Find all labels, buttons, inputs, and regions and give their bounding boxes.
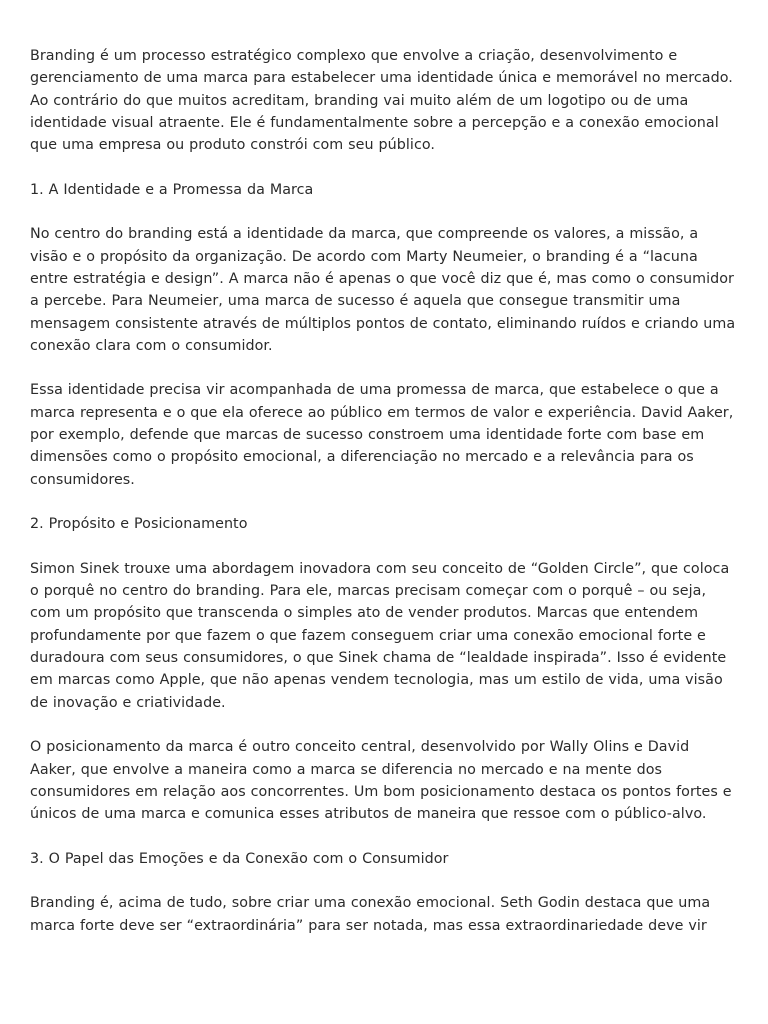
emotional-connection-paragraph: Branding é, acima de tudo, sobre criar uma conexão emocional. Seth Godin destaca que uma marca forte deve ser “extraordinária” para ser notada, mas essa extraordinariedade deve vir [30, 895, 711, 934]
section-heading-emotions: 3. O Papel das Emoções e da Conexão com o Consumidor [30, 850, 449, 867]
golden-circle-paragraph: Simon Sinek trouxe uma abordagem inovadora com seu conceito de “Golden Circle”, que coloca o porquê no centro do branding. Para ele, marcas precisam começar com o porquê – ou seja, com um propósito que transcenda o simples ato de vender produtos. Marcas que entendem profundamente por que fazem o que fazem conseguem criar uma conexão emocional forte e duradoura com seus consumidores, o que Sinek chama de “lealdade inspirada”. Isso é evidente em marcas como Apple, que não apenas vendem tecnologia, mas um estilo de vida, uma visão de inovação e criatividade. [30, 560, 730, 711]
section-heading-purpose: 2. Propósito e Posicionamento [30, 516, 248, 533]
positioning-paragraph: O posicionamento da marca é outro conceito central, desenvolvido por Wally Olins e David Aaker, que envolve a maneira como a marca se diferencia no mercado e na mente dos consumidores em relação aos concorrentes. Um bom posicionamento destaca os pontos fortes e únicos de uma marca e comunica esses atributos de maneira que ressoe com o público-alvo. [30, 739, 732, 823]
brand-promise-paragraph: Essa identidade precisa vir acompanhada de uma promessa de marca, que estabelece o que a marca representa e o que ela oferece ao público em termos de valor e experiência. David Aaker, por exemplo, defende que marcas de sucesso constroem uma identidade forte com base em dimensões como o propósito emocional, a diferenciação no mercado e a relevância para os consumidores. [30, 382, 734, 488]
identity-paragraph: No centro do branding está a identidade da marca, que compreende os valores, a missão, a visão e o propósito da organização. De acordo com Marty Neumeier, o branding é a “lacuna entre estratégia e design”. A marca não é apenas o que você diz que é, mas como o consumidor a percebe. Para Neumeier, uma marca de sucesso é aquela que consegue transmitir uma mensagem consistente através de múltiplos pontos de contato, eliminando ruídos e criando uma conexão clara com o consumidor. [30, 226, 736, 354]
intro-paragraph: Branding é um processo estratégico complexo que envolve a criação, desenvolvimento e gerenciamento de uma marca para estabelecer uma identidade única e memorável no mercado. Ao contrário do que muitos acreditam, branding vai muito além de um logotipo ou de uma identidade visual atraente. Ele é fundamentalmente sobre a percepção e a conexão emocional que uma empresa ou produto constrói com seu público. [30, 48, 733, 154]
section-heading-identity: 1. A Identidade e a Promessa da Marca [30, 181, 314, 198]
